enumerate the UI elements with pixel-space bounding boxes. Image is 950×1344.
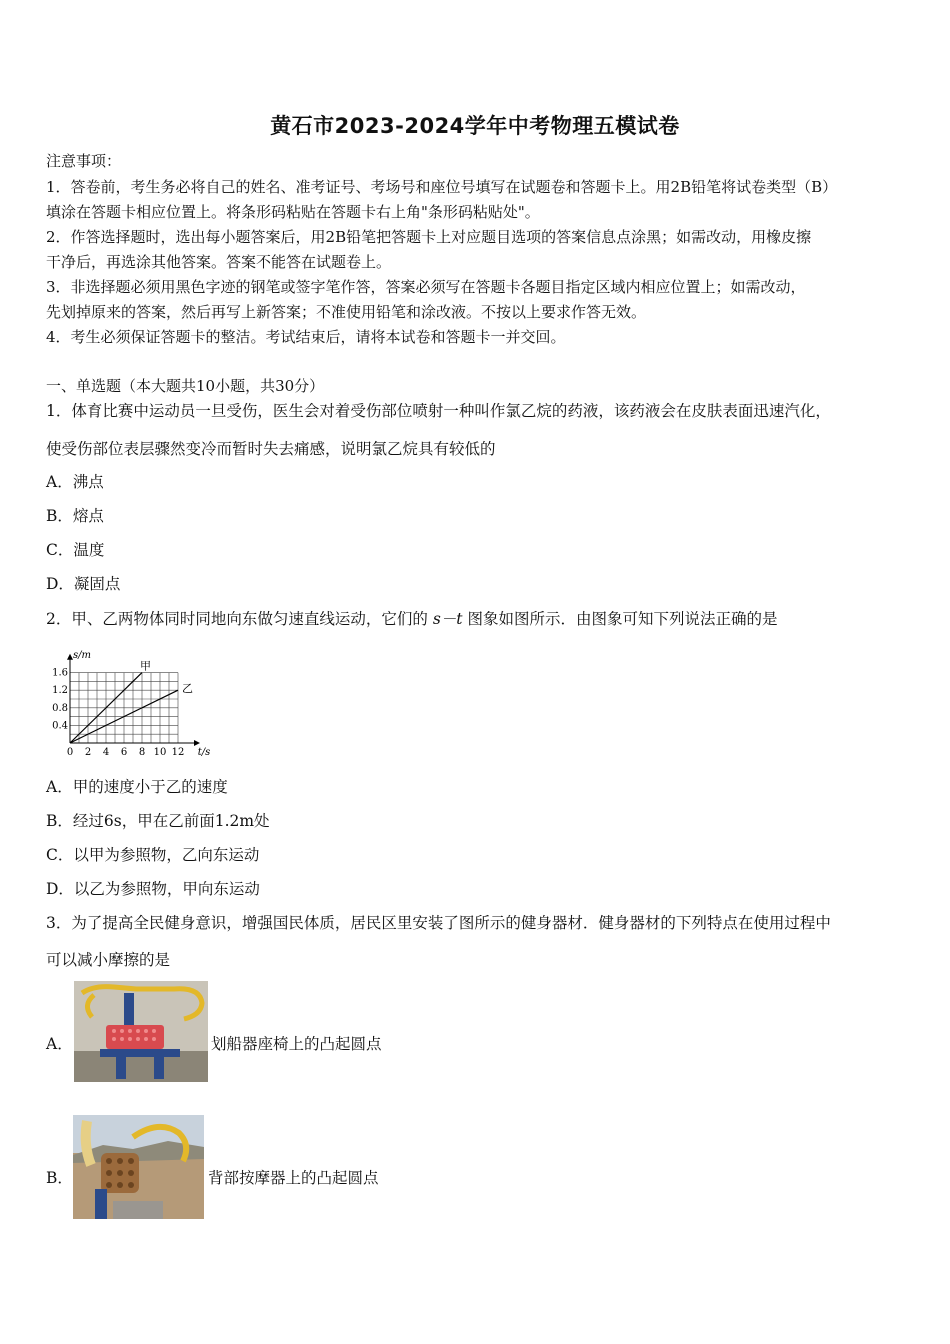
q3-option-b-label: B． xyxy=(46,1169,73,1187)
x-tick-label: 10 xyxy=(153,747,167,758)
chart-axes xyxy=(67,654,200,746)
x-tick-label: 0 xyxy=(66,747,74,758)
x-tick-label: 12 xyxy=(171,747,185,758)
x-tick-label: 6 xyxy=(120,747,128,758)
x-axis-label: t/s xyxy=(197,747,211,758)
y-tick-label: 0.4 xyxy=(52,720,68,732)
notice-line: 3．非选择题必须用黑色字迹的钢笔或签字笔作答，答案必须写在答题卡各题目指定区域内相应位置上；如需改动， xyxy=(46,278,806,296)
y-axis-label: s/m xyxy=(73,649,91,661)
q1-option-a: A．沸点 xyxy=(46,473,104,491)
notice-line: 1．答卷前，考生务必将自己的姓名、准考证号、考场号和座位号填写在试题卷和答题卡上。用2B铅笔将试卷类型（B） xyxy=(46,178,838,196)
rowing-machine-photo xyxy=(74,981,208,1082)
st-graph xyxy=(50,640,220,765)
q2-option-b: B．经过6s，甲在乙前面1.2m处 xyxy=(46,812,270,830)
q2-stem-a: 2．甲、乙两物体同时同地向东做匀速直线运动，它们的 xyxy=(46,610,428,628)
notice-line: 填涂在答题卡相应位置上。将条形码粘贴在答题卡右上角"条形码粘贴处"。 xyxy=(46,203,540,221)
notice-line: 干净后，再选涂其他答案。答案不能答在试题卷上。 xyxy=(46,253,392,271)
back-massager-photo xyxy=(73,1115,204,1219)
q1-stem-line2: 使受伤部位表层骤然变冷而暂时失去痛感，说明氯乙烷具有较低的 xyxy=(46,440,496,458)
q2-option-c: C．以甲为参照物，乙向东运动 xyxy=(46,846,260,864)
q2-option-d: D．以乙为参照物，甲向东运动 xyxy=(46,880,260,898)
x-tick-label: 2 xyxy=(84,747,92,758)
q2-stem-var: s－t xyxy=(432,610,463,628)
q2-stem xyxy=(46,609,777,629)
q1-option-d: D．凝固点 xyxy=(46,575,121,593)
page-title: 黄石市2023-2024学年中考物理五模试卷 xyxy=(270,114,680,138)
q2-stem-b: 图象如图所示．由图象可知下列说法正确的是 xyxy=(467,610,778,628)
notice-heading: 注意事项： xyxy=(46,152,122,170)
chart-series xyxy=(70,660,193,743)
q3-stem-line2: 可以减小摩擦的是 xyxy=(46,951,171,969)
x-axis-arrow xyxy=(194,740,200,746)
q1-stem-line1: 1．体育比赛中运动员一旦受伤，医生会对着受伤部位喷射一种叫作氯乙烷的药液，该药液会在皮肤表面迅速汽化， xyxy=(46,402,831,420)
notice-line: 4．考生必须保证答题卡的整洁。考试结束后，请将本试卷和答题卡一并交回。 xyxy=(46,328,566,346)
chart-grid xyxy=(70,673,178,743)
y-tick-label: 0.8 xyxy=(52,702,68,714)
q3-option-a-text: 划船器座椅上的凸起圆点 xyxy=(211,1035,382,1053)
x-tick-label: 4 xyxy=(102,747,110,758)
q1-option-b: B．熔点 xyxy=(46,507,104,525)
q3-option-b-text: 背部按摩器上的凸起圆点 xyxy=(208,1169,379,1187)
q3-stem-line1: 3．为了提高全民健身意识，增强国民体质，居民区里安装了图所示的健身器材．健身器材的下列特点在使用过程中 xyxy=(46,914,831,932)
q3-option-a-label: A． xyxy=(46,1035,73,1053)
series-label-1: 乙 xyxy=(182,682,193,696)
x-tick-label: 8 xyxy=(138,747,146,758)
notice-line: 2．作答选择题时，选出每小题答案后，用2B铅笔把答题卡上对应题目选项的答案信息点涂黑；如需改动，用橡皮擦 xyxy=(46,228,812,246)
section-heading: 一、单选题（本大题共10小题，共30分） xyxy=(46,377,325,395)
q2-option-a: A．甲的速度小于乙的速度 xyxy=(46,778,228,796)
notice-line: 先划掉原来的答案，然后再写上新答案；不准使用铅笔和涂改液。不按以上要求作答无效。 xyxy=(46,303,647,321)
chart-ticks xyxy=(52,650,210,758)
y-tick-label: 1.6 xyxy=(52,667,68,679)
q1-option-c: C．温度 xyxy=(46,541,105,559)
y-tick-label: 1.2 xyxy=(52,685,68,697)
series-label-0: 甲 xyxy=(140,659,151,673)
